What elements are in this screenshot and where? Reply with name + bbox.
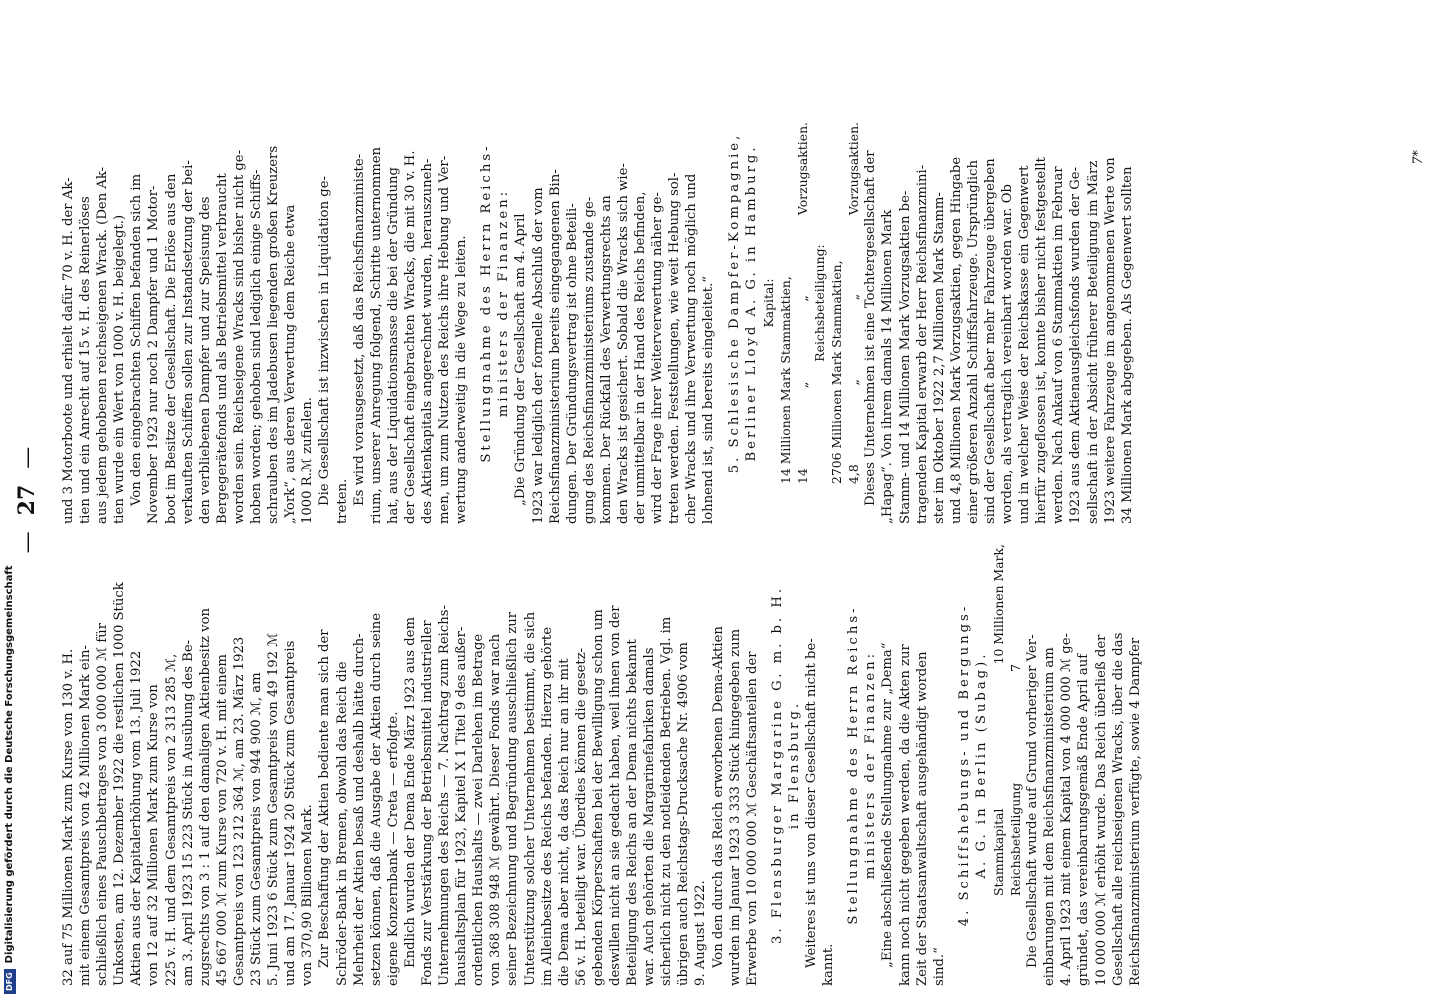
text-line: kann noch nicht gegeben werden, da die Akten zur (897, 644, 913, 986)
text-line: Fonds zur Verstärkung der Betriebsmittel industrieller (419, 620, 435, 986)
text-line: Weiteres ist uns von dieser Gesellschaft nicht be- (804, 638, 820, 968)
text-line: im Alleinbesitze des Reichs befanden. Hierzu gehörte (539, 626, 555, 986)
text-line: übrigen auch Reichstags-Drucksache Nr. 4906 vom (676, 642, 692, 986)
text-line: von 368 308 948 ℳ gewährt. Dieser Fonds war nach (488, 633, 504, 986)
text-line: „Die Gründung der Gesellschaft am 4. April (513, 213, 529, 506)
text-line: Unkosten, am 12. Dezember 1922 die restlichen 1000 Stück (112, 582, 128, 986)
text-line: sind.“ (931, 947, 947, 986)
text-line: und am 17. Januar 1924 20 Stück zum Gesamtpreis (283, 640, 299, 986)
text-line: November 1923 nur noch 2 Dampfer und 1 Motor- (146, 185, 162, 524)
text-line: gründet, das vereinbarungsgemäß Ende April auf (1076, 653, 1092, 986)
text-line: seiner Bezeichnung und Begründung ausschließlich zur (505, 611, 521, 986)
text-line: rium, unserer Anregung folgend, Schritte unternommen (368, 146, 384, 524)
text-line: einer größeren Anzahl Schiffsfahrzeuge. Ursprünglich (965, 160, 981, 524)
text-line: Reichsfinanzministerium bereits eingegangenen Bin- (547, 169, 563, 524)
text-line: setzen können, daß die Ausgabe der Aktien durch seine (368, 612, 384, 986)
text-line: boot im Besitze der Gesellschaft. Die Erlöse aus den (163, 173, 179, 524)
text-line: 32 auf 75 Millionen Mark zum Kurse von 130 v. H. (61, 648, 76, 986)
text-line: Schröder-Bank in Bremen, obwohl das Reich die (334, 661, 350, 986)
capital-value: 14 (794, 468, 810, 484)
share-label: Reichsbeteiligung (1008, 782, 1024, 896)
text-line: Stamm- und 14 Millionen Mark Vorzugsaktien be- (897, 190, 913, 524)
capital-heading: Kapital: (760, 278, 776, 328)
share-value: 4,8 (846, 464, 862, 484)
text-line: Mehrheit der Aktien besaß und deshalb hätte durch- (351, 633, 367, 986)
text-line: Es wird vorausgesetzt, daß das Reichsfinanzministe- (351, 153, 367, 506)
text-line: Von den durch das Reich erworbenen Dema-Aktien (710, 626, 726, 968)
text-line: Unterstützung solcher Unternehmen bestimmt, die sich (522, 611, 538, 986)
text-line: war. Auch gehörten die Margarinefabriken damals (642, 647, 658, 986)
text-column-right (60, 82, 1420, 524)
text-line: 10 000 000 ℳ erhöht wurde. Das Reich überließ der (1093, 634, 1109, 986)
text-line: men, um zum Nutzen des Reichs ihre Hebung und Ver- (437, 155, 453, 524)
text-line: Zur Beschaffung der Aktien bediente man sich der (317, 629, 333, 968)
share-row (828, 82, 845, 524)
text-line: „York“, aus deren Verwertung dem Reiche etwa (283, 204, 299, 524)
share-row (845, 82, 862, 524)
text-line: Beteiligung des Reichs an der Dema nichts bekannt (625, 639, 641, 986)
text-line: 56 v. H. beteiligt war. Überdies können die gesetz- (573, 647, 589, 986)
text-line: 4. April 1923 mit einem Kapital von 4 000 000 ℳ ge- (1059, 633, 1075, 986)
ditto-mark: „ (794, 381, 810, 389)
text-line: hoben worden; gehoben sind lediglich einige Schiffs- (249, 169, 265, 524)
capital-label: Stammkapital (990, 808, 1006, 896)
text-column-left (60, 544, 1420, 986)
share-value: 2706 Millionen Mark Stammaktien, (829, 260, 845, 484)
text-line: „Hapag“. Von ihrem damals 14 Millionen Mark (880, 209, 896, 524)
page-number-value: 27 (14, 484, 40, 516)
text-line: 1923 weitere Fahrzeuge im angenommenen Werte von (1102, 157, 1118, 524)
text-line: Dieses Unternehmen ist eine Tochtergesellschaft der (863, 150, 879, 506)
text-line: tien wurde ein Wert von 1000 v. H. beigelegt.) (112, 214, 128, 524)
text-line: Aktien aus der Kapitalerhöhung vom 13. Juli 1922 (129, 650, 145, 986)
text-line: Unternehmungen des Reichs — 7. Nachtrag zum Reichs- (437, 605, 453, 986)
text-line: und 4,8 Millionen Mark Vorzugsaktien, gegen Hingabe (948, 156, 964, 524)
text-line: Gesamtpreis von 123 212 364 ℳ, am 23. März 1923 (231, 636, 247, 986)
text-line: worden sein. Reichseigene Wracks sind bisher nicht ge- (231, 149, 247, 524)
text-line: cher Wracks und ihre Verwertung noch möglich und (684, 173, 700, 524)
text-line: kannt. (821, 943, 837, 986)
text-line: treten. (334, 478, 350, 524)
text-line: und 3 Motorboote und erhielt dafür 70 v. H. der Ak- (61, 177, 76, 524)
text-line: Erwerbe von 10 000 000 ℳ Geschäftsanteilen der (744, 651, 760, 986)
share-type: Vorzugsaktien. (846, 122, 862, 216)
text-line: dungen. Der Gründungsvertrag ist ohne Beteili- (564, 203, 580, 524)
text-line: von 12 auf 32 Millionen Mark zum Kurse von (146, 684, 162, 986)
text-line: sicherlich nicht zu den notleidenden Betrieben. Vgl. im (659, 616, 675, 986)
section-heading: A. G. in Berlin (Subag). (973, 651, 989, 879)
sheet-signature: 7* (1411, 150, 1426, 165)
text-line: 9. August 1922. (693, 880, 709, 986)
share-row (1007, 544, 1024, 986)
capital-row (794, 82, 811, 524)
text-line: deswillen nicht an sie gedacht haben, weil ihnen von der (608, 605, 623, 986)
text-line: schließlich eines Pauschbetrages von 3 000 000 ℳ für (95, 622, 111, 986)
capital-value: 10 Millionen Mark, (990, 544, 1006, 665)
share-value: 7 (1008, 664, 1024, 672)
section-heading: 4. Schiffshebungs- und Bergungs- (956, 603, 972, 927)
text-line: aus jedem gehobenen reichseigenen Wrack. (Den Ak- (95, 166, 111, 524)
text-line: kommen. Der Rückfall des Verwertungsrechts an (598, 195, 614, 524)
page-number-dash-right: — (15, 446, 40, 469)
statement-heading: Stellungnahme des Herrn Reichs- (846, 605, 862, 925)
text-line: wird der Frage ihrer Weiterverwertung näher ge- (650, 192, 666, 524)
text-line: mit einem Gesamtpreis von 42 Millionen Mark ein- (78, 645, 94, 986)
digitization-note: Digitalisierung gefördert durch die Deutsche Forschungsgemeinschaft (4, 565, 15, 964)
page-number-dash-left: — (15, 531, 40, 554)
text-line: ster im Oktober 1922 2,7 Millionen Mark Stamm- (931, 192, 947, 524)
text-line: Die Gesellschaft wurde auf Grund vorheriger Ver- (1025, 634, 1041, 968)
text-line: werden. Nach Ankauf von 6 Stammaktien im Februar (1051, 166, 1067, 524)
text-line: des Aktienkapitals angerechnet wurden, herauszuneh- (419, 158, 435, 524)
statement-heading: ministers der Finanzen: (496, 188, 512, 418)
text-line: haushaltsplan für 1923, Kapitel X 1 Titel 9 des außer- (454, 626, 470, 986)
text-line: Die Gesellschaft ist inzwischen in Liquidation ge- (317, 176, 333, 506)
text-line: die Dema aber nicht, da das Reich nur an ihr mit (556, 658, 572, 986)
text-line: tien und ein Anrecht auf 15 v. H. des Reinerlöses (78, 196, 94, 524)
dfg-logo: DFG (4, 969, 16, 994)
section-heading: 5. Schlesische Dampfer-Kompagnie, (726, 132, 742, 474)
text-line: zugsrechts von 3 : 1 auf den damaligen Aktienbesitz von (197, 607, 213, 986)
text-line: wurden im Januar 1923 3 333 Stück hingegeben zum (727, 628, 743, 986)
text-line: wertung anderweitig in die Wege zu leiten. (454, 235, 470, 524)
digitization-footer (0, 0, 20, 1000)
capital-row (990, 544, 1007, 986)
text-line: treten werden. Feststellungen, wie weit Hebung sol- (667, 172, 683, 524)
capital-type: Vorzugsaktien. (794, 122, 810, 216)
text-line: hierfür zugeflossen ist, konnte bisher nicht festgestellt (1034, 157, 1050, 524)
text-line: gebenden Körperschaften bei der Bewilligung schon um (590, 609, 606, 986)
text-line: 45 667 000 ℳ zum Kurse von 720 v. H. mit einem (214, 654, 230, 986)
text-line: 23 Stück zum Gesamtpreis von 944 900 ℳ, am (249, 672, 265, 986)
capital-value: 14 Millionen Mark Stammaktien, (777, 276, 793, 484)
section-heading: Berliner Lloyd A. G. in Hamburg. (743, 144, 759, 462)
text-line: Bergegerätefonds und als Betriebsmittel verbraucht (214, 173, 230, 524)
text-line: sind der Gesellschaft aber mehr Fahrzeuge übergeben (982, 158, 998, 524)
text-line: Gesellschaft alle reichseigenen Wracks, über die das (1110, 632, 1126, 986)
text-line: ordentlichen Haushalts — zwei Darlehen im Betrage (471, 633, 487, 986)
text-line: den Wracks ist gesichert. Sobald die Wracks sich wie- (616, 163, 631, 524)
text-line: 1000 R.ℳ zufielen. (300, 397, 316, 524)
ditto-mark: „ (846, 293, 862, 301)
capital-row (777, 82, 794, 524)
text-line: und in welcher Weise der Reichskasse ein Gegenwert (1017, 165, 1033, 524)
text-line: verkauften Schiffen sollen zur Instandsetzung der bei- (180, 160, 196, 524)
text-line: am 3. April 1923 15 223 Stück in Ausübung des Be- (180, 639, 196, 986)
text-line: gung des Reichsfinanzministeriums zustande ge- (581, 196, 597, 524)
section-heading: in Flensburg. (786, 700, 802, 830)
text-line: Zeit der Staatsanwaltschaft ausgehändigt worden (914, 651, 930, 986)
section-heading: 3. Flensburger Margarine G. m. b. H. (769, 585, 785, 945)
text-line: 225 v. H. und dem Gesamtpreis von 2 313 285 ℳ, (163, 653, 179, 986)
text-line: sellschaft in der Absicht früherer Beteiligung im März (1085, 160, 1101, 524)
text-line: Endlich wurden der Dema Ende März 1923 aus dem (402, 617, 418, 968)
text-line: 5. Juni 1923 6 Stück zum Gesamtpreis von 49 192 ℳ (266, 632, 282, 986)
statement-heading: ministers der Finanzen: (863, 650, 879, 880)
text-line: den verbliebenen Dampfer und zur Speisung des (197, 196, 213, 524)
text-line: lohnend ist, sind bereits eingeleitet.“ (701, 275, 717, 524)
text-line: 1923 war lediglich der formelle Abschluß der vom (530, 187, 546, 524)
text-line: 34 Millionen Mark abgegeben. Als Gegenwert sollten (1119, 166, 1135, 524)
text-line: der unmittelbar in der Hand des Reichs befinden, (633, 191, 649, 524)
text-line: eigene Konzernbank — Creta — erfolgte. (385, 711, 401, 986)
text-line: hat, aus der Liquidationsmasse die bei der Gründung (385, 167, 401, 524)
text-line: worden, als vertraglich vereinbart worden war. Ob (1000, 184, 1016, 524)
ditto-mark: „ (846, 379, 862, 386)
text-line: 1923 aus dem Aktienausgleichsfonds wurden der Ge- (1068, 166, 1084, 524)
text-line: von 370,90 Billionen Mark. (300, 804, 316, 986)
ditto-mark: „ (794, 295, 810, 302)
text-line: Von den eingebrachten Schiffen befanden sich im (129, 173, 145, 506)
text-line: tragenden Kapital erwarb der Herr Reichsfinanzmini- (914, 164, 930, 524)
text-line: Reichsfinanzministerium verfügte, sowie 4 Dampfer (1127, 637, 1143, 986)
text-line: der Gesellschaft eingebrachten Wracks, die mit 30 v. H. (402, 150, 418, 524)
text-line: einbarungen mit dem Reichsfinanzministerium am (1042, 647, 1058, 986)
text-line: „Eine abschließende Stellungnahme zur „Dema“ (880, 642, 896, 968)
statement-heading: Stellungnahme des Herrn Reichs- (479, 143, 495, 463)
share-heading: Reichsbeteiligung: (812, 244, 828, 362)
text-line: schrauben des im Jadebusen liegenden großen Kreuzers (266, 145, 282, 524)
